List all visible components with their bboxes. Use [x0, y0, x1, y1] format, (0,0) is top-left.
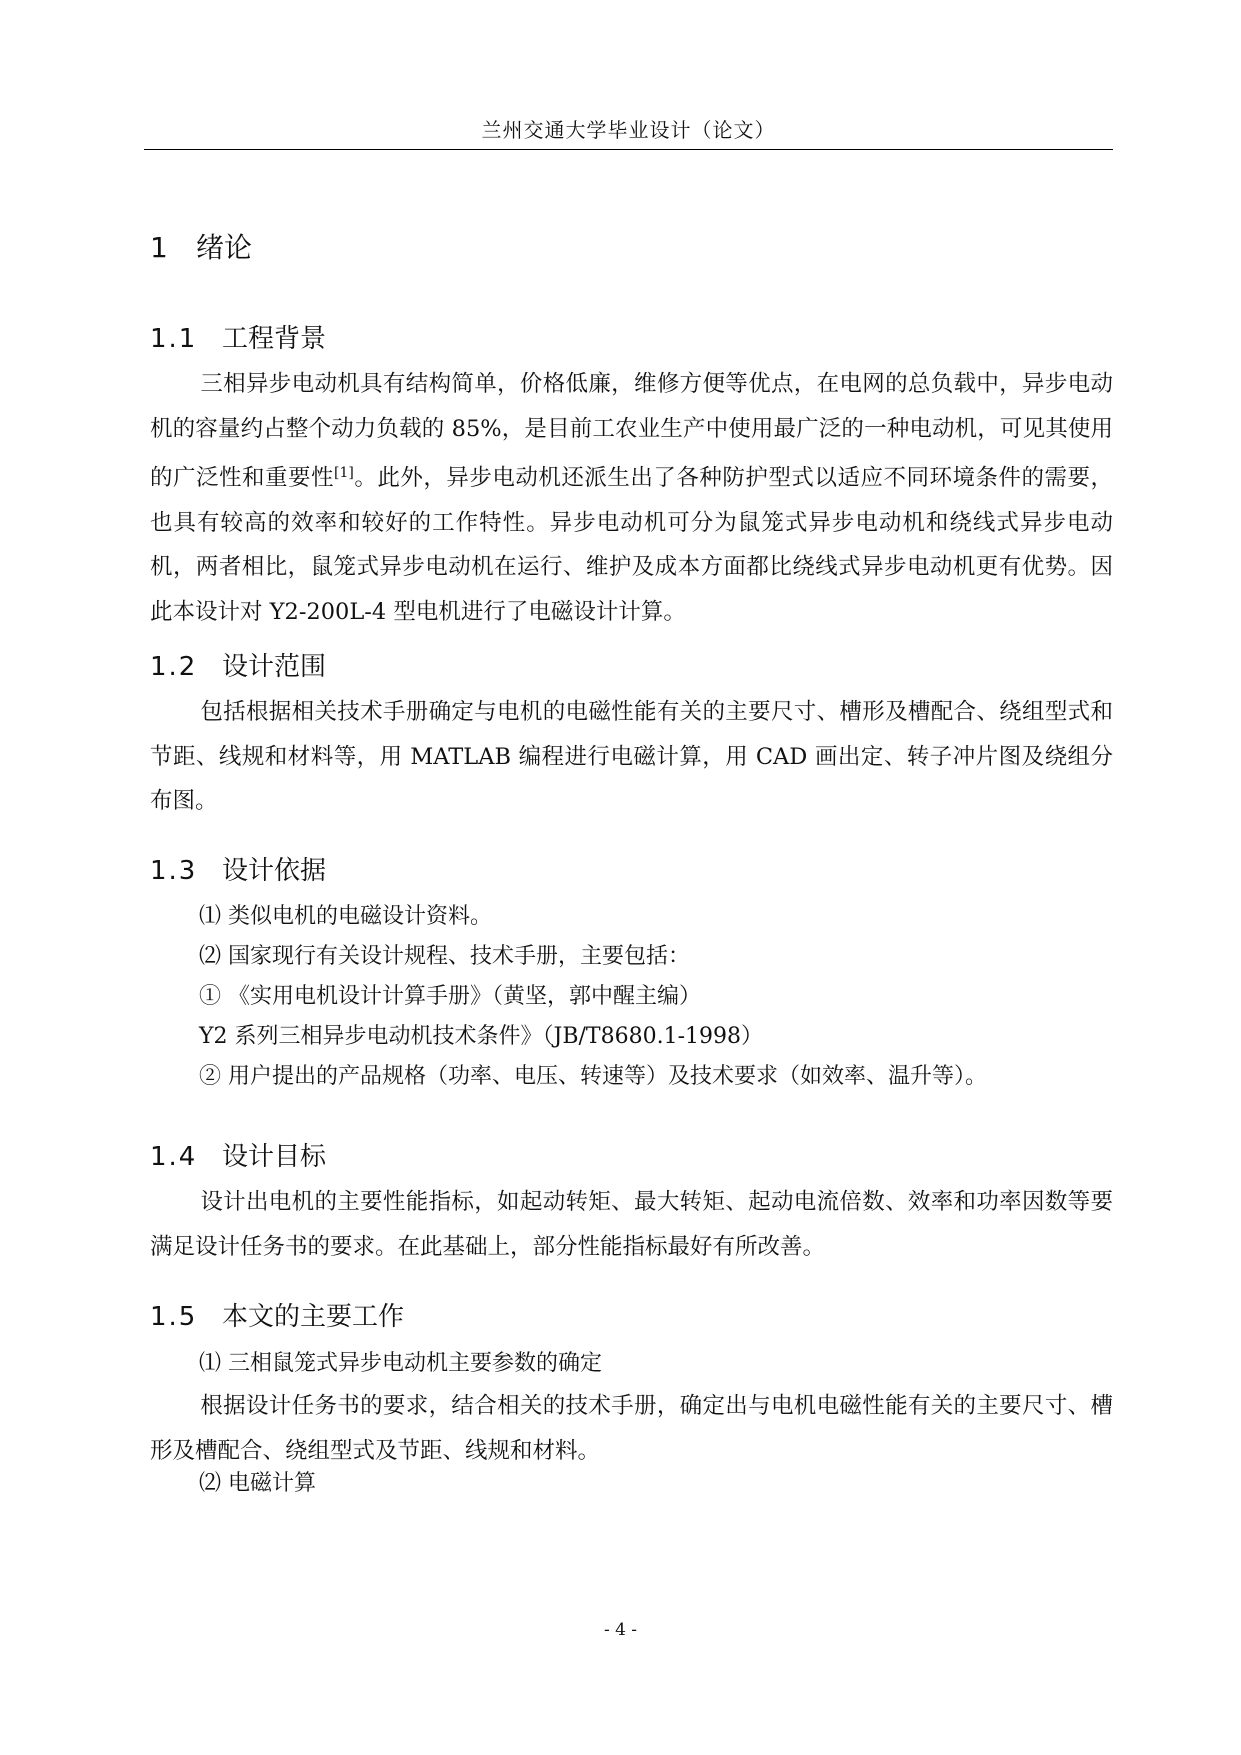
header-divider	[144, 149, 1113, 150]
paragraph-text: 包括根据相关技术手册确定与电机的电磁性能有关的主要尺寸、槽形及槽配合、绕组型式和节距、线规和材料等，用 MATLAB 编程进行电磁计算，用 CAD 画出定、转子冲片图及绕组分布图。	[150, 699, 1113, 814]
section-number: 1.5	[150, 1302, 198, 1332]
list-item: ⑴ 类似电机的电磁设计资料。	[199, 904, 492, 929]
paragraph-goals	[150, 1180, 1113, 1269]
section-heading-1-2	[150, 646, 326, 683]
section-title: 工程背景	[222, 324, 327, 354]
paragraph-text: 。此外，异步电动机还派生出了各种防护型式以适应不同环境条件的需要，也具有较高的效率和较好的工作特性。异步电动机可分为鼠笼式异步电动机和绕线式异步电动机，两者相比，鼠笼式异步电动机在运行、维护及成本方面都比绕线式异步电动机更有优势。因此本设计对 Y2-200L-4 型电机进行了电磁设计计算。	[150, 465, 1113, 625]
list-item: ① 《实用电机设计计算手册》（黄坚，郭中醒主编）	[199, 984, 701, 1009]
section-number: 1.4	[150, 1142, 198, 1172]
section-heading-1-1	[150, 318, 326, 355]
section-heading-1-4	[150, 1136, 326, 1173]
list-item: ⑴ 三相鼠笼式异步电动机主要参数的确定	[199, 1351, 602, 1376]
page-number: - 4 -	[603, 1620, 638, 1640]
list-item: Y2 系列三相异步电动机技术条件》（JB/T8680.1-1998）	[199, 1024, 763, 1049]
section-heading-1-5	[150, 1296, 404, 1333]
paragraph-main-work	[150, 1384, 1113, 1473]
section-number: 1.1	[150, 324, 198, 354]
paragraph-scope	[150, 690, 1113, 824]
chapter-number: 1	[150, 231, 170, 264]
section-number: 1.2	[150, 652, 198, 682]
chapter-title: 绪论	[196, 231, 253, 264]
citation-ref[interactable]: [1]	[334, 465, 354, 481]
section-number: 1.3	[150, 856, 198, 886]
list-item: ② 用户提出的产品规格（功率、电压、转速等）及技术要求（如效率、温升等）。	[199, 1064, 987, 1089]
list-item: ⑵ 电磁计算	[199, 1471, 316, 1496]
section-title: 本文的主要工作	[222, 1302, 405, 1332]
paragraph-background	[150, 362, 1113, 634]
paragraph-text: 三相异步电动机具有结构简单，价格低廉，维修方便等优点，在电网的总负载中，异步电动机的容量约占整个动力负载的 85%，是目前工农业生产中使用最广泛的一种电动机，可见其使用的广泛性和重要性	[150, 371, 1113, 491]
section-title: 设计目标	[222, 1142, 327, 1172]
list-item: ⑵ 国家现行有关设计规程、技术手册，主要包括：	[199, 944, 690, 969]
paragraph-text: 设计出电机的主要性能指标，如起动转矩、最大转矩、起动电流倍数、效率和功率因数等要满足设计任务书的要求。在此基础上，部分性能指标最好有所改善。	[150, 1189, 1113, 1260]
paragraph-text: 根据设计任务书的要求，结合相关的技术手册，确定出与电机电磁性能有关的主要尺寸、槽形及槽配合、绕组型式及节距、线规和材料。	[150, 1393, 1113, 1464]
section-title: 设计范围	[222, 652, 327, 682]
running-header: 兰州交通大学毕业设计（论文）	[481, 118, 776, 142]
section-title: 设计依据	[222, 856, 327, 886]
chapter-heading	[150, 226, 252, 266]
section-heading-1-3	[150, 850, 326, 887]
